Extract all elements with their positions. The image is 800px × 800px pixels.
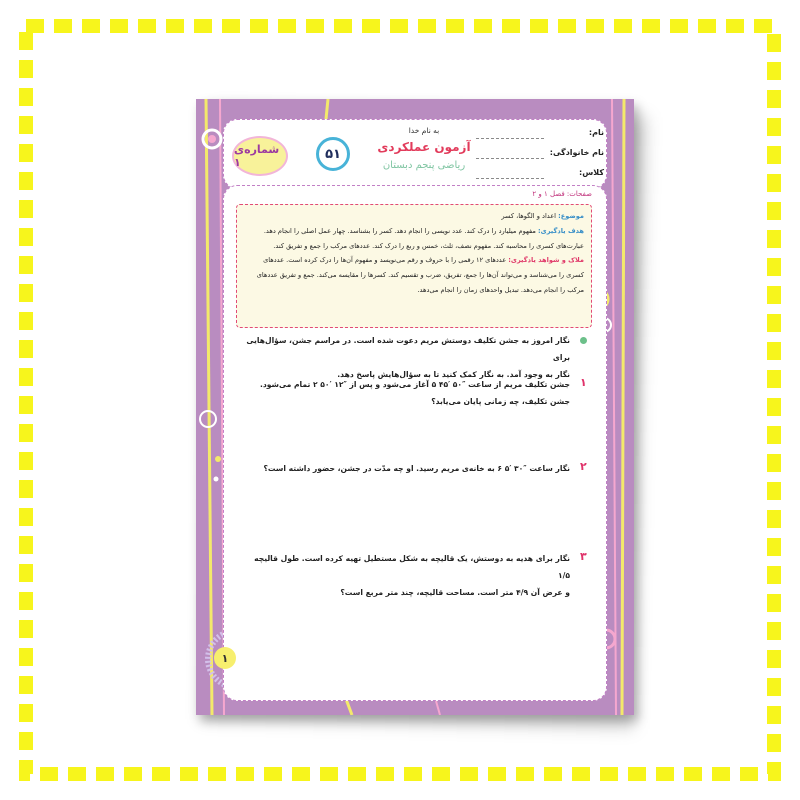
name-input-line[interactable]: [476, 138, 544, 139]
basmala: به نام خدا: [408, 126, 440, 135]
class-input-line[interactable]: [476, 178, 544, 179]
family-name-label: نام خانوادگی:: [549, 148, 604, 157]
class-label: کلاس:: [579, 168, 604, 177]
worksheet: [196, 99, 634, 715]
family-name-input-line[interactable]: [476, 158, 544, 159]
question-3: [240, 550, 570, 601]
pages-reference: صفحات: فصل ۱ و ۲: [532, 190, 592, 198]
goal-text: مفهوم میلیارد را درک کند. عدد نویسی را انجام دهد. کسر را بشناسد. چهار عمل اصلی را انجام دهد. عبارت‌های کسری را محاسبه کند. مفهوم نصف، ثلث، خمس و ربع را درک کند. عددهای مرکب را جمع و تفریق کند.: [263, 226, 584, 250]
criteria-text: عددهای ۱۲ رقمی را با حروف و رقم می‌نویسد و مفهوم آن‌ها را درک کرده است. عددهای کسری را می‌شناسد و می‌تواند آن‌ها را جمع، تفریق، ضرب و تقسیم کند. کسرها را مقایسه می‌کند. جمع و تفریق عددهای مرکب را انجام می‌دهد. تبدیل واحدهای زمان را انجام می‌دهد.: [256, 256, 584, 294]
question-1-number: ۱: [580, 376, 587, 389]
question-3-number: ۳: [580, 550, 587, 563]
topic-text: اعداد و الگوها، کسر: [501, 212, 557, 220]
goal-row: [244, 224, 584, 254]
exam-title: آزمون عملکردی: [377, 140, 471, 154]
exam-code: ۵۱: [316, 137, 350, 171]
criteria-row: [244, 253, 584, 297]
goal-label: هدف یادگیری:: [538, 226, 584, 235]
name-field[interactable]: [474, 128, 604, 142]
question-2-number: ۲: [580, 460, 587, 473]
intro-line-2: نگار به وجود آمد. به نگار کمک کنید تا به سؤال‌هایش پاسخ دهد.: [337, 370, 570, 379]
objectives-box: [236, 204, 592, 328]
name-label: نام:: [588, 128, 604, 137]
content-card: [223, 185, 607, 701]
question-1: [240, 376, 570, 410]
family-name-field[interactable]: [474, 148, 604, 162]
question-3-line-2: و عرض آن ۴/۹ متر است. مساحت قالیچه، چند متر مربع است؟: [340, 588, 570, 597]
question-2: [240, 460, 570, 477]
question-1-line-2: جشن تکلیف، چه زمانی پایان می‌یابد؟: [431, 397, 570, 406]
topic-label: موضوع:: [558, 212, 584, 220]
intro-line-1: نگار امروز به جشن تکلیف دوستش مریم دعوت شده است. در مراسم جشن، سؤال‌هایی برای: [246, 336, 570, 362]
header-card: [223, 119, 607, 189]
question-2-line-1: نگار ساعت ″۳۰ ′۵ ۶ به خانه‌ی مریم رسید. او چه مدّت در جشن، حضور داشته است؟: [263, 464, 570, 473]
topic-row: [244, 209, 584, 224]
exam-subtitle: ریاضی پنجم دبستان: [382, 160, 466, 171]
page-number: ۱: [214, 647, 236, 669]
criteria-label: ملاک و شواهد یادگیری:: [508, 256, 584, 265]
question-1-line-1: جشن تکلیف مریم از ساعت ″۵۰ ′۴۵ ۵ آغاز می‌شود و پس از ″۱۲ ′۵۰ ۲ تمام می‌شود.: [259, 380, 570, 389]
exam-number-badge: شماره‌ی ۱: [232, 136, 288, 176]
question-3-line-1: نگار برای هدیه به دوستش، یک قالیچه به شکل مستطیل تهیه کرده است. طول قالیچه ۱/۵: [254, 554, 570, 580]
class-field[interactable]: [474, 168, 604, 182]
intro-bullet-icon: [580, 337, 587, 344]
